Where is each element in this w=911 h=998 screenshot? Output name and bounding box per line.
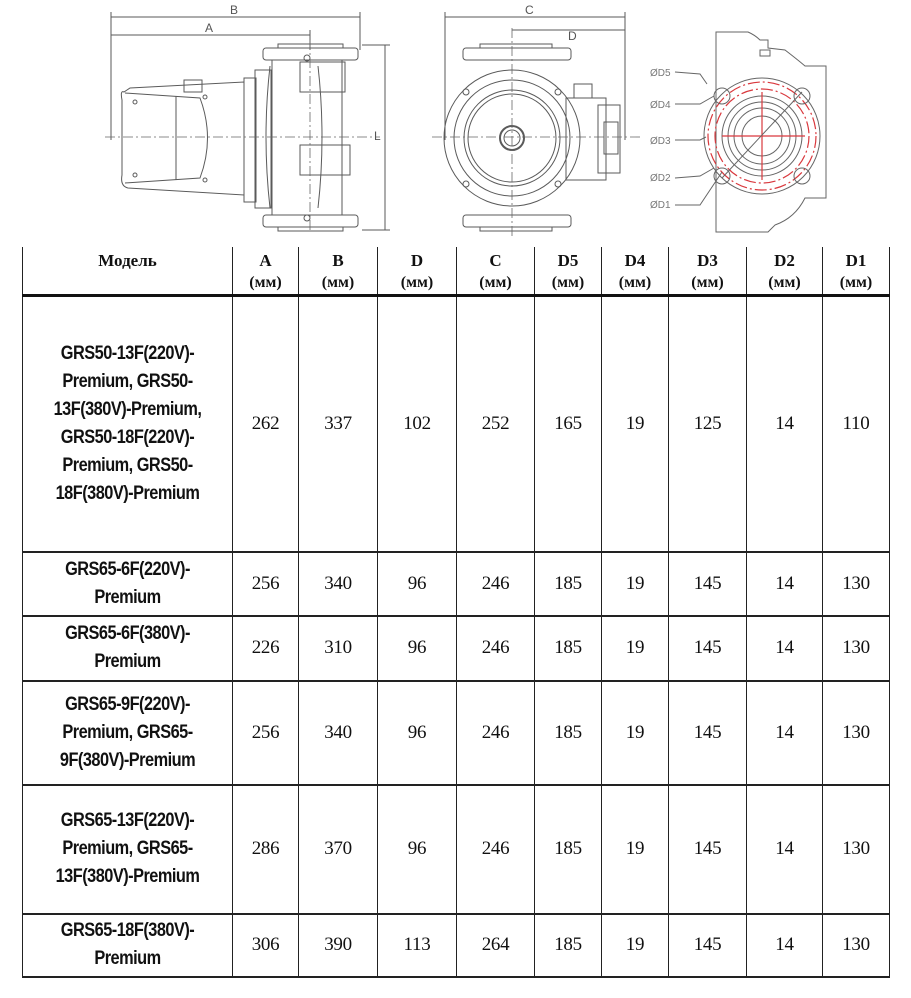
value-a: 256 [233,681,299,785]
value-d5: 185 [535,616,602,681]
value-d1: 130 [823,681,890,785]
pump-dimension-drawings [0,0,911,240]
value-b: 370 [299,785,378,914]
dimension-label-b: B [230,3,239,17]
value-d: 102 [378,296,457,552]
label-d4: ØD4 [650,100,671,111]
dimension-label-l: L [374,129,381,143]
value-d4: 19 [602,296,669,552]
value-d4: 19 [602,785,669,914]
value-d4: 19 [602,914,669,977]
header-c: C (мм) [457,247,535,296]
header-d2: D2 (мм) [747,247,823,296]
value-d2: 14 [747,681,823,785]
front-view-drawing [444,12,625,231]
value-a: 306 [233,914,299,977]
value-d5: 165 [535,296,602,552]
value-d2: 14 [747,616,823,681]
value-c: 246 [457,552,535,616]
value-d5: 185 [535,552,602,616]
dimension-label-d: D [568,29,577,43]
header-d4: D4 (мм) [602,247,669,296]
value-d5: 185 [535,914,602,977]
value-a: 286 [233,785,299,914]
value-d5: 185 [535,681,602,785]
value-d3: 145 [669,616,747,681]
value-d2: 14 [747,914,823,977]
value-d2: 14 [747,296,823,552]
value-a: 256 [233,552,299,616]
side-view-drawing [111,12,390,231]
value-d: 113 [378,914,457,977]
model-cell: GRS65-6F(380V)-Premium [23,616,233,681]
flange-view-drawing [650,32,826,232]
value-d3: 125 [669,296,747,552]
model-cell: GRS65-13F(220V)-Premium, GRS65-13F(380V)-Premium [23,785,233,914]
table-row [23,616,890,681]
value-c: 246 [457,681,535,785]
value-d1: 110 [823,296,890,552]
header-model: Модель [23,247,233,296]
value-a: 262 [233,296,299,552]
value-d1: 130 [823,552,890,616]
value-d: 96 [378,616,457,681]
value-b: 340 [299,552,378,616]
value-c: 246 [457,785,535,914]
model-cell: GRS65-6F(220V)-Premium [23,552,233,616]
table-row [23,914,890,977]
table-row [23,552,890,616]
value-c: 264 [457,914,535,977]
value-d2: 14 [747,785,823,914]
label-d3: ØD3 [650,136,671,147]
value-d: 96 [378,785,457,914]
label-d5: ØD5 [650,68,671,79]
value-d: 96 [378,552,457,616]
header-d5: D5 (мм) [535,247,602,296]
table-row [23,681,890,785]
model-cell: GRS50-13F(220V)-Premium, GRS50-13F(380V)-Premium, GRS50-18F(220V)-Premium, GRS50-18F(380V)-Premium [23,296,233,552]
header-b: B (мм) [299,247,378,296]
value-d3: 145 [669,681,747,785]
value-b: 390 [299,914,378,977]
dimensions-table [22,247,890,978]
model-cell: GRS65-9F(220V)-Premium, GRS65-9F(380V)-Premium [23,681,233,785]
value-d3: 145 [669,785,747,914]
model-cell: GRS65-18F(380V)-Premium [23,914,233,977]
value-d: 96 [378,681,457,785]
value-d3: 145 [669,914,747,977]
value-d3: 145 [669,552,747,616]
header-a: A (мм) [233,247,299,296]
value-d4: 19 [602,616,669,681]
value-b: 340 [299,681,378,785]
header-d: D (мм) [378,247,457,296]
value-d5: 185 [535,785,602,914]
table-header-row [23,247,890,296]
value-b: 310 [299,616,378,681]
value-d1: 130 [823,616,890,681]
dimension-label-a: A [205,21,214,35]
dimension-label-c: C [525,3,534,17]
label-d2: ØD2 [650,173,671,184]
value-d4: 19 [602,552,669,616]
bolt-circle-red [708,82,816,190]
table-row [23,785,890,914]
technical-drawing [0,0,911,240]
value-b: 337 [299,296,378,552]
value-d1: 130 [823,914,890,977]
label-d1: ØD1 [650,200,671,211]
header-d3: D3 (мм) [669,247,747,296]
value-a: 226 [233,616,299,681]
value-c: 246 [457,616,535,681]
value-c: 252 [457,296,535,552]
header-d1: D1 (мм) [823,247,890,296]
value-d1: 130 [823,785,890,914]
value-d2: 14 [747,552,823,616]
value-d4: 19 [602,681,669,785]
table-row [23,296,890,552]
